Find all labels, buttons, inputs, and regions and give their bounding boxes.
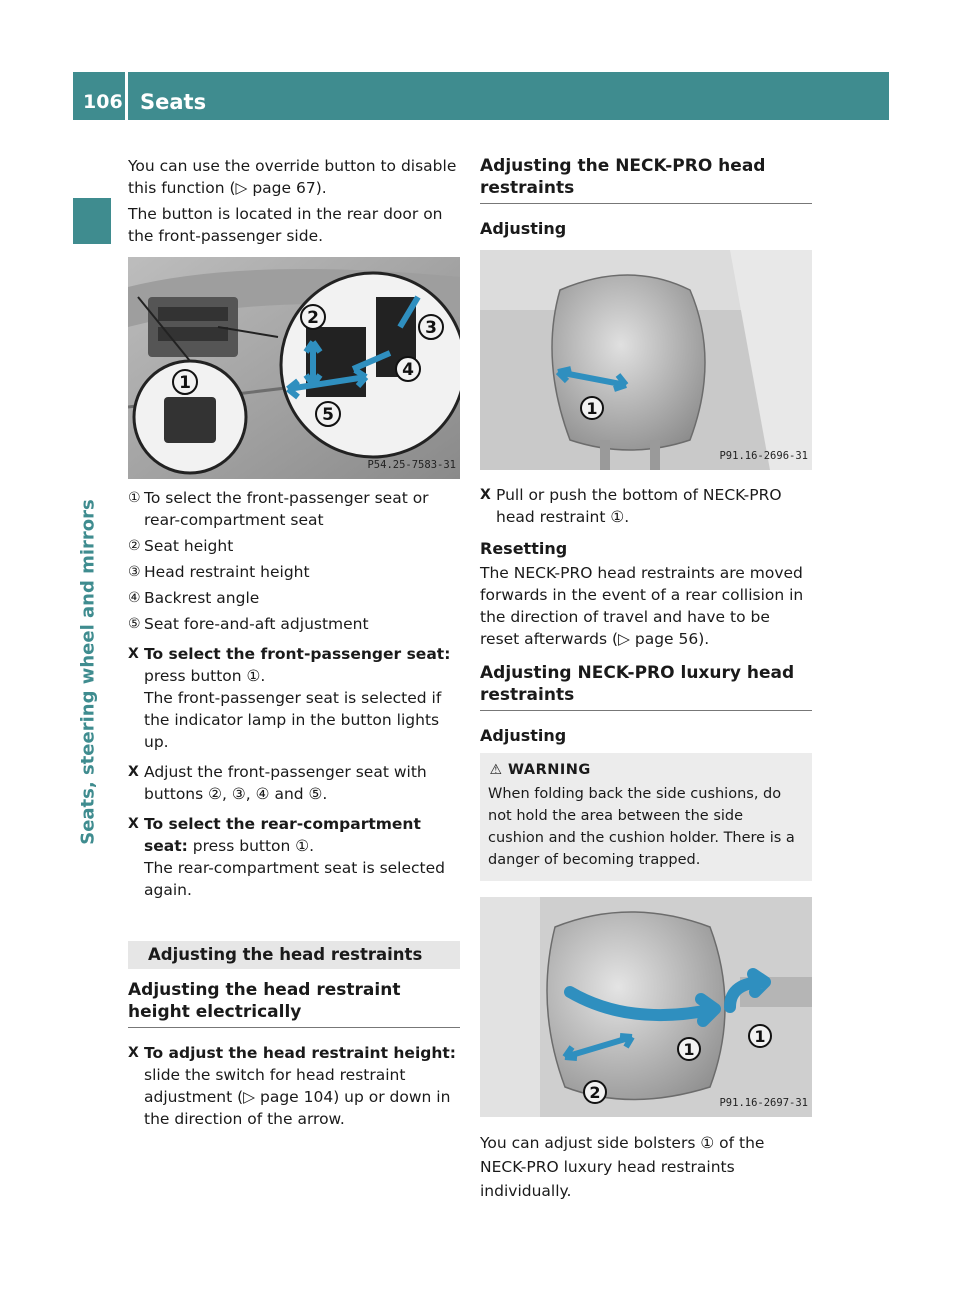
right-column bbox=[480, 155, 812, 1207]
instruction-step: X Pull or push the bottom of NECK-PRO head restraint ①. bbox=[480, 486, 782, 526]
callout-1: 1 bbox=[179, 373, 191, 393]
callout-1: 1 bbox=[754, 1027, 766, 1046]
callout-4: 4 bbox=[402, 360, 414, 380]
subheading: Adjusting bbox=[480, 219, 567, 238]
legend-item: ② Seat height bbox=[128, 537, 234, 555]
legend-item: ① To select the front-passenger seat or rear-compartment seat bbox=[128, 489, 429, 529]
instruction-step: X To adjust the head restraint height: slide the switch for head restraint adjustment (▷ page 104) up or down in the direction of the arrow. bbox=[128, 1044, 456, 1128]
callout-2: 2 bbox=[589, 1083, 601, 1102]
luxury-headrest-figure bbox=[480, 897, 812, 1117]
instruction-step: X To select the rear-compartment seat: press button ①. The rear-compartment seat is selected again. bbox=[128, 815, 446, 899]
legend-item: ⑤ Seat fore-and-aft adjustment bbox=[128, 615, 369, 633]
instruction-step: X Adjust the front-passenger seat with buttons ②, ③, ④ and ⑤. bbox=[128, 763, 427, 803]
luxury-headrest-illustration bbox=[480, 897, 812, 1117]
neck-pro-figure bbox=[480, 250, 812, 470]
legend-item: ③ Head restraint height bbox=[128, 563, 310, 581]
page-title: Seats bbox=[140, 90, 207, 114]
side-chapter-label: Seats, steering wheel and mirrors bbox=[77, 499, 99, 845]
callout-3: 3 bbox=[425, 318, 437, 338]
door-switch-figure bbox=[128, 257, 460, 479]
warning-icon: ⚠ bbox=[489, 762, 503, 778]
intro-paragraph-2: The button is located in the rear door on the front-passenger side. bbox=[128, 205, 443, 245]
door-switch-illustration bbox=[128, 257, 460, 479]
section-band: Adjusting the head restraints bbox=[128, 941, 460, 969]
side-tab-marker bbox=[73, 198, 111, 244]
warning-title: WARNING bbox=[508, 762, 591, 778]
figure-code: P91.16-2697-31 bbox=[719, 1097, 808, 1109]
figure-code: P54.25-7583-31 bbox=[367, 459, 456, 471]
header-divider bbox=[125, 72, 128, 120]
instruction-step: X To select the front-passenger seat: press button ①. The front-passenger seat is selected if the indicator lamp in the button lights up. bbox=[128, 645, 451, 751]
left-column bbox=[128, 155, 460, 1138]
callout-1: 1 bbox=[586, 399, 598, 418]
warning-text: When folding back the side cushions, do not hold the area between the side cushion and the cushion holder. There is a danger of becoming trapped. bbox=[488, 786, 795, 868]
warning-box bbox=[480, 753, 812, 881]
subheading: Resetting bbox=[480, 539, 568, 558]
section-heading: Adjusting the head restraint height electrically bbox=[128, 979, 460, 1028]
section-heading: Adjusting NECK-PRO luxury head restraints bbox=[480, 662, 812, 711]
legend-item: ④ Backrest angle bbox=[128, 589, 260, 607]
reset-paragraph: The NECK-PRO head restraints are moved forwards in the event of a rear collision in the direction of travel and have to be reset afterwards (▷ page 56). bbox=[480, 564, 804, 648]
subheading: Adjusting bbox=[480, 726, 567, 745]
callout-1: 1 bbox=[683, 1040, 695, 1059]
page-number: 106 bbox=[83, 91, 123, 113]
callout-5: 5 bbox=[322, 405, 334, 425]
outro-paragraph: You can adjust side bolsters ① of the NECK-PRO luxury head restraints individually. bbox=[480, 1134, 765, 1200]
section-heading: Adjusting the NECK-PRO head restraints bbox=[480, 155, 812, 204]
callout-2: 2 bbox=[307, 308, 319, 328]
neck-pro-illustration bbox=[480, 250, 812, 470]
intro-paragraph-1: You can use the override button to disable this function (▷ page 67). bbox=[128, 157, 457, 197]
figure-code: P91.16-2696-31 bbox=[719, 450, 808, 462]
